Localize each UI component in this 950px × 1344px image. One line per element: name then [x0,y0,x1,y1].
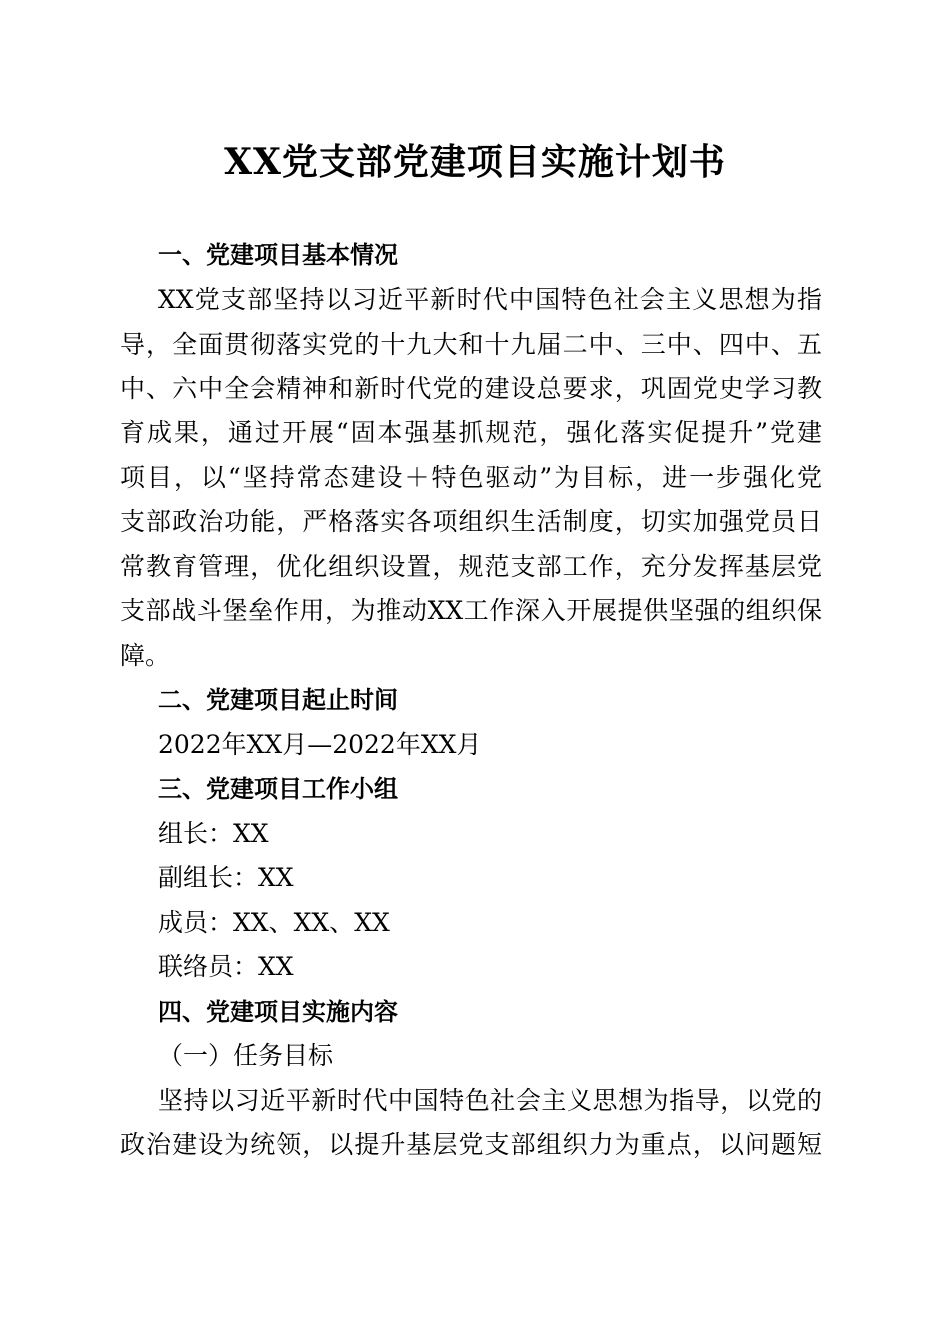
paragraph-line: 项目，以“坚持常态建设＋特色驱动”为目标，进一步强化党 [120,463,822,492]
project-period: 2022年XX月—2022年XX月 [158,730,482,759]
group-deputy-leader: 副组长：XX [158,863,294,892]
group-leader: 组长：XX [158,819,269,848]
paragraph-line: 育成果，通过开展“固本强基抓规范，强化落实促提升”党建 [120,418,822,447]
paragraph-line: XX党支部坚持以习近平新时代中国特色社会主义思想为指 [158,285,822,314]
paragraph-line: 障。 [120,641,171,670]
document-title: XX党支部党建项目实施计划书 [224,141,726,183]
section-heading-period: 二、党建项目起止时间 [158,686,398,714]
section-heading-content: 四、党建项目实施内容 [158,998,398,1026]
paragraph-line: 中、六中全会精神和新时代党的建设总要求，巩固党史学习教 [120,374,822,403]
paragraph-line: 支部政治功能，严格落实各项组织生活制度，切实加强党员日 [120,507,822,536]
paragraph-line: 支部战斗堡垒作用，为推动XX工作深入开展提供坚强的组织保 [120,596,822,625]
paragraph-line: 常教育管理，优化组织设置，规范支部工作，充分发挥基层党 [120,552,822,581]
group-liaison: 联络员：XX [158,952,294,981]
subsection-heading-goals: （一）任务目标 [158,1041,334,1070]
group-members: 成员：XX、XX、XX [158,908,390,937]
paragraph-line: 坚持以习近平新时代中国特色社会主义思想为指导，以党的 [158,1086,822,1115]
paragraph-line: 导，全面贯彻落实党的十九大和十九届二中、三中、四中、五 [120,330,822,359]
section-heading-basic-info: 一、党建项目基本情况 [158,241,398,269]
paragraph-line: 政治建设为统领，以提升基层党支部组织力为重点，以问题短 [120,1130,822,1159]
section-heading-work-group: 三、党建项目工作小组 [158,775,398,803]
